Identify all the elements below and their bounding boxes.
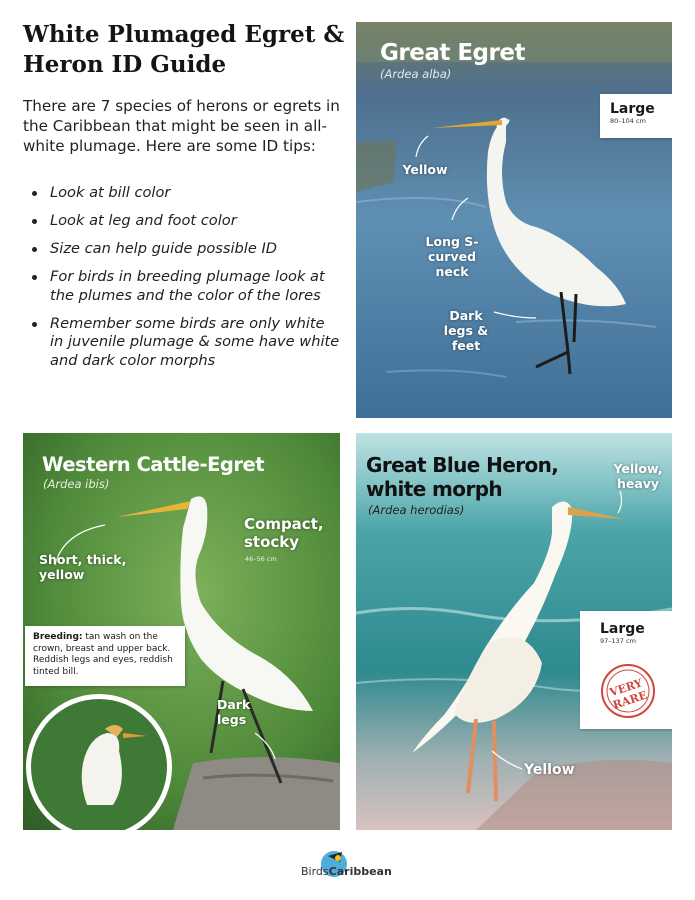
bill-label: Yellow, heavy (613, 461, 663, 491)
title-line-1: White Plumaged Egret & (23, 21, 345, 48)
intro-paragraph: There are 7 species of herons or egrets in the Caribbean that might be seen in all-white plumage. Here are some ID tips: (23, 97, 340, 155)
title-line-2: Heron ID Guide (23, 51, 227, 78)
great-egret-panel (356, 22, 672, 418)
size-range: 80–104 cm (610, 117, 646, 125)
breeding-text: tan wash on the crown, breast and upper back. Reddish legs and eyes, reddish tinted bill. (33, 632, 173, 677)
great-blue-heron-size-card (580, 611, 672, 729)
cattle-egret-scientific: (Ardea ibis) (43, 477, 110, 491)
tip-item: Size can help guide possible ID (30, 240, 340, 259)
size-range: 97–137 cm (600, 637, 636, 645)
great-blue-heron-scientific: (Ardea herodias) (368, 503, 465, 517)
great-egret-photo (356, 22, 672, 418)
breeding-heading: Breeding: (33, 632, 83, 642)
great-egret-size-card (600, 94, 672, 138)
great-egret-scientific: (Ardea alba) (380, 67, 452, 81)
size-label: Large (600, 621, 645, 637)
name-line-2: white morph (366, 477, 503, 501)
page-title (23, 20, 348, 80)
very-rare-stamp: VERY RARE (608, 676, 649, 712)
cattle-egret-name: Western Cattle-Egret (42, 453, 265, 476)
bill-label: Short, thick, yellow (39, 552, 127, 582)
brand-part-a: Birds (301, 865, 329, 878)
tip-item: Look at leg and foot color (30, 212, 340, 231)
legs-label: Dark legs & feet (443, 308, 489, 353)
id-tips-list (30, 184, 340, 380)
size-range: 46–56 cm (245, 555, 277, 563)
breeding-note-card (25, 626, 185, 686)
great-blue-heron-panel (356, 433, 672, 830)
cattle-egret-panel (23, 433, 340, 830)
legs-label: Yellow (524, 762, 575, 778)
size-label: Large (610, 101, 655, 117)
size-label: Compact, stocky (244, 515, 324, 551)
name-line-1: Great Blue Heron, (366, 453, 559, 477)
bill-label: Yellow (402, 162, 448, 177)
footer-brand (301, 865, 392, 878)
great-egret-name: Great Egret (380, 40, 525, 66)
great-blue-heron-name (366, 453, 558, 501)
legs-label: Dark legs (217, 697, 251, 727)
brand-part-b: Caribbean (328, 865, 392, 878)
tip-item: Look at bill color (30, 184, 340, 203)
tip-item: For birds in breeding plumage look at the plumes and the color of the lores (30, 268, 340, 305)
neck-label: Long S-curved neck (425, 234, 479, 279)
tip-item: Remember some birds are only white in juvenile plumage & some have white and dark color morphs (30, 315, 340, 371)
